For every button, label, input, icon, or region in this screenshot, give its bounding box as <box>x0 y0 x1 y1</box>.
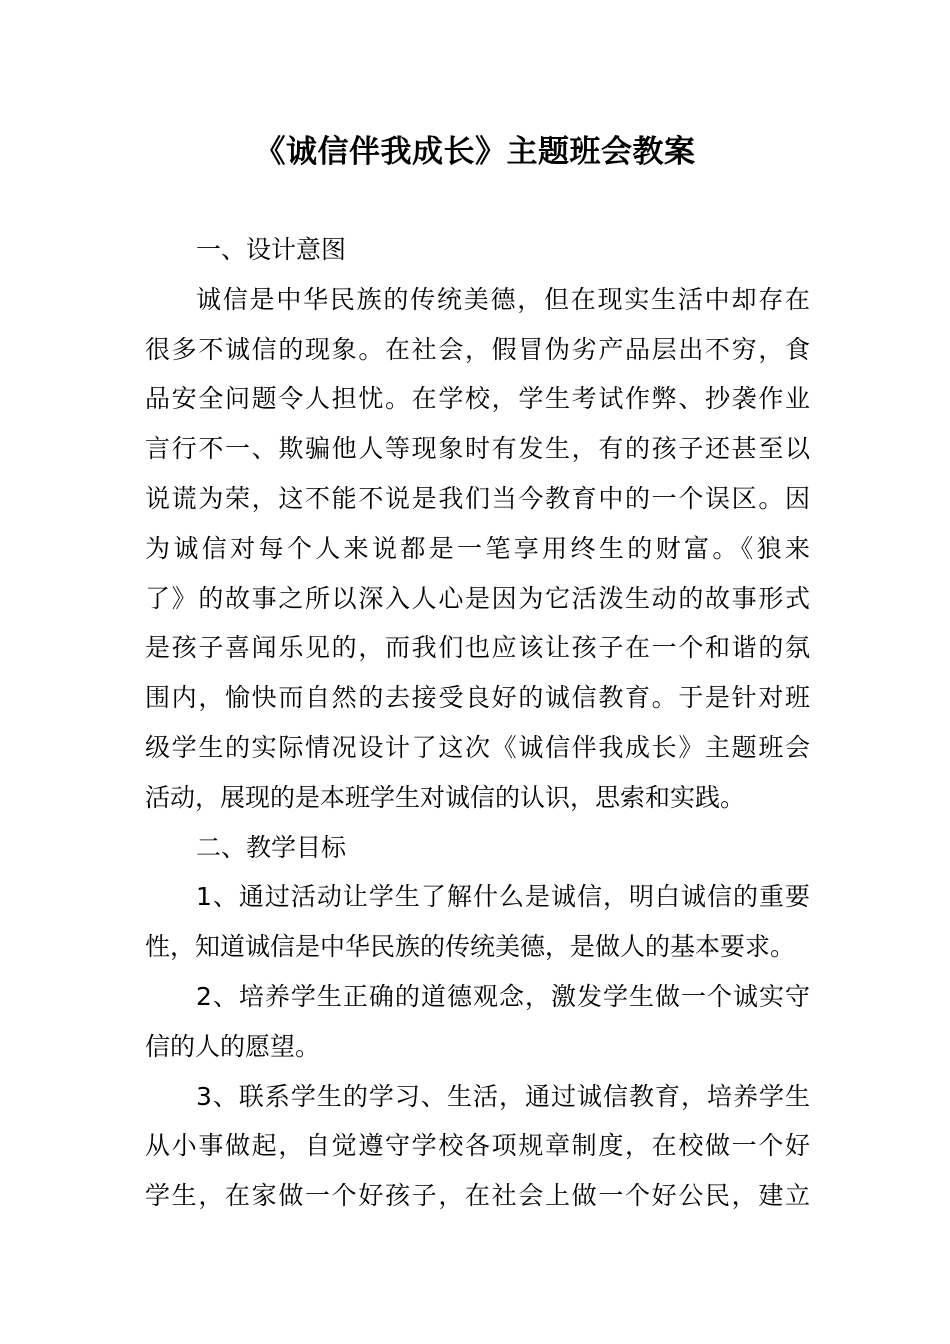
text-line: 1、通过活动让学生了解什么是诚信，明白诚信的重要 <box>196 882 810 912</box>
text-line: 3、联系学生的学习、生活，通过诚信教育，培养学生 <box>196 1081 810 1111</box>
text-line: 一、设计意图 <box>196 235 347 264</box>
text-line: 信的人的愿望。 <box>145 1031 321 1061</box>
text-line: 从小事做起，自觉遵守学校各项规章制度，在校做一个好 <box>145 1131 810 1161</box>
text-line: 品安全问题令人担忧。在学校，学生考试作弊、抄袭作业 <box>145 384 810 414</box>
document-body <box>145 225 810 1221</box>
document-title: 《诚信伴我成长》主题班会教案 <box>254 134 696 170</box>
text-line: 言行不一、欺骗他人等现象时有发生，有的孩子还甚至以 <box>145 434 810 464</box>
text-line: 2、培养学生正确的道德观念，激发学生做一个诚实守 <box>196 981 810 1011</box>
text-line: 级学生的实际情况设计了这次《诚信伴我成长》主题班会 <box>145 732 810 762</box>
text-line: 学生，在家做一个好孩子，在社会上做一个好公民，建立 <box>145 1181 810 1211</box>
text-line: 二、教学目标 <box>196 832 347 862</box>
text-line: 活动，展现的是本班学生对诚信的认识，思索和实践。 <box>145 782 746 812</box>
text-line: 很多不诚信的现象。在社会，假冒伪劣产品层出不穷，食 <box>145 334 810 364</box>
text-line: 了》的故事之所以深入人心是因为它活泼生动的故事形式 <box>145 583 810 613</box>
text-line: 围内，愉快而自然的去接受良好的诚信教育。于是针对班 <box>145 683 810 713</box>
text-line: 为诚信对每个人来说都是一笔享用终生的财富。《狼来 <box>145 533 810 563</box>
text-line: 说谎为荣，这不能不说是我们当今教育中的一个误区。因 <box>145 483 810 513</box>
text-line: 性，知道诚信是中华民族的传统美德，是做人的基本要求。 <box>145 932 796 962</box>
text-line: 是孩子喜闻乐见的，而我们也应该让孩子在一个和谐的氛 <box>145 633 810 663</box>
text-line: 诚信是中华民族的传统美德，但在现实生活中却存在 <box>196 284 810 314</box>
